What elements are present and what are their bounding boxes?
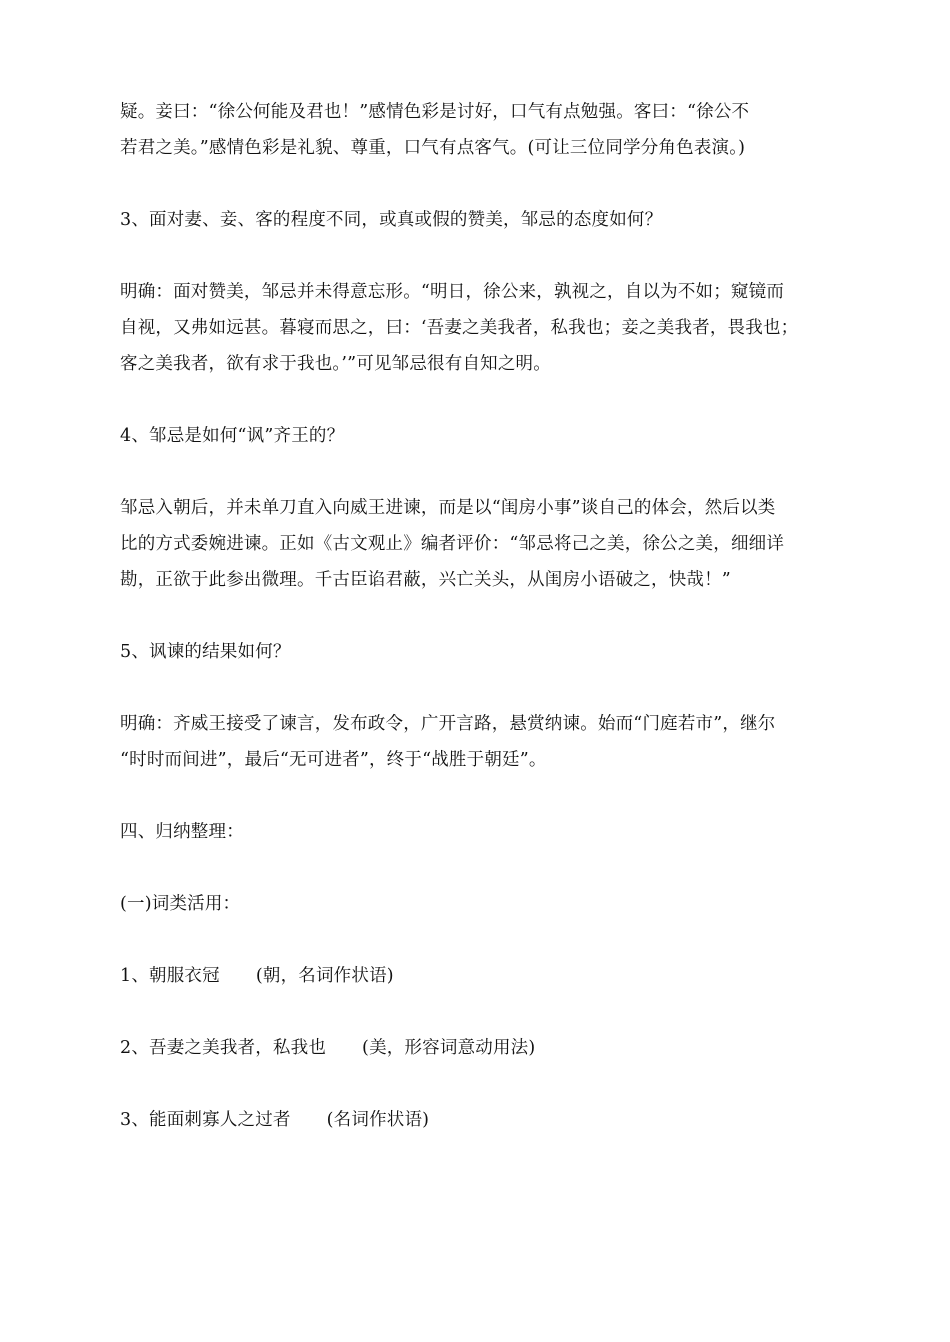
section-heading	[120, 814, 860, 850]
text-line: “时时而间进”，最后“无可进者”，终于“战胜于朝廷”。	[120, 750, 547, 770]
term-note: (名词作状语)	[326, 1110, 430, 1130]
text-line: 四、归纳整理：	[120, 822, 244, 842]
term-item	[120, 958, 860, 994]
text-line: 若君之美。”感情色彩是礼貌、尊重，口气有点客气。(可让三位同学分角色表演。)	[120, 138, 746, 158]
text-line: 5、讽谏的结果如何？	[120, 642, 291, 662]
text-line: 勘，正欲于此参出微理。千古臣谄君蔽，兴亡关头，从闺房小语破之，快哉！”	[120, 570, 731, 590]
question-5	[120, 634, 860, 670]
text-line: 明确：面对赞美，邹忌并未得意忘形。“明日，徐公来，孰视之，自以为不如；窥镜而	[120, 282, 785, 302]
answer-5	[120, 706, 860, 778]
text-line: 邹忌入朝后，并未单刀直入向威王进谏，而是以“闺房小事”谈自己的体会，然后以类	[120, 498, 776, 518]
answer-3	[120, 274, 860, 382]
term-text: 3、能面刺寡人之过者	[120, 1110, 291, 1130]
question-3	[120, 202, 860, 238]
text-line: 4、邹忌是如何“讽”齐王的？	[120, 426, 345, 446]
answer-4	[120, 490, 860, 598]
text-line: 客之美我者，欲有求于我也。’”可见邹忌很有自知之明。	[120, 354, 551, 374]
question-4	[120, 418, 860, 454]
text-line: 比的方式委婉进谏。正如《古文观止》编者评价：“邹忌将己之美，徐公之美，细细详	[120, 534, 785, 554]
term-item	[120, 1102, 860, 1138]
subsection-heading	[120, 886, 860, 922]
text-line: 自视，又弗如远甚。暮寝而思之，曰：‘吾妻之美我者，私我也；妾之美我者，畏我也；	[120, 318, 799, 338]
term-note: (朝，名词作状语)	[255, 966, 394, 986]
text-line: (一)词类活用：	[120, 894, 241, 914]
text-line: 疑。妾曰：“徐公何能及君也！”感情色彩是讨好，口气有点勉强。客曰：“徐公不	[120, 102, 750, 122]
term-text: 1、朝服衣冠	[120, 966, 220, 986]
text-line: 明确：齐威王接受了谏言，发布政令，广开言路，悬赏纳谏。始而“门庭若市”，继尔	[120, 714, 776, 734]
paragraph-tone-analysis	[120, 94, 860, 166]
term-text: 2、吾妻之美我者，私我也	[120, 1038, 327, 1058]
document-page	[120, 94, 860, 1138]
term-item	[120, 1030, 860, 1066]
term-note: (美，形容词意动用法)	[362, 1038, 536, 1058]
text-line: 3、面对妻、妾、客的程度不同，或真或假的赞美，邹忌的态度如何？	[120, 210, 663, 230]
